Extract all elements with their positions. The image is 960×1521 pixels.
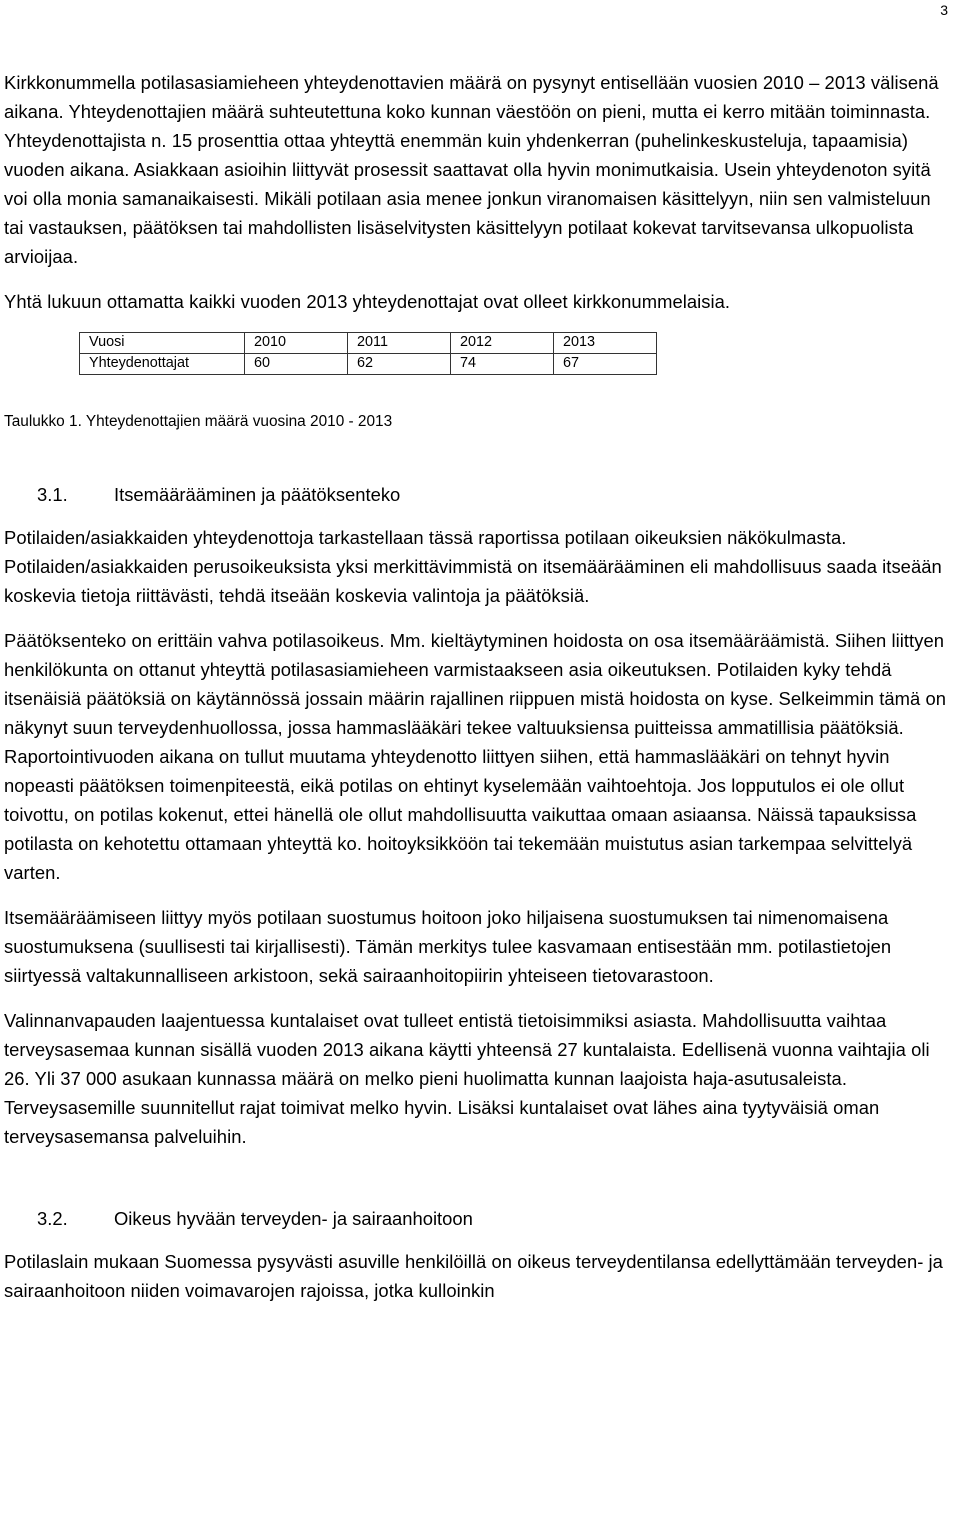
table-cell: 67 <box>554 354 657 375</box>
intro-paragraph-1: Kirkkonummella potilasasiamieheen yhteydenottavien määrä on pysynyt entisellään vuosien 2010 – 2013 välisenä aikana. Yhteydenottajien määrä suhteutettuna koko kunnan väestöön on pieni, mutta ei kerro mitään toiminnasta. Yhteydenottajista n. 15 prosenttia ottaa yhteyttä enemmän kuin yhdenkerran (puhelinkeskusteluja, tapaamisia) vuoden aikana. Asiakkaan asioihin liittyvät prosessit saattavat olla hyvin monimutkaisia. Usein yhteydenoton syitä voi olla monia samanaikaisesti. Mikäli potilaan asia menee jonkun viranomaisen käsittelyyn, niin sen valmisteluun tai vastauksen, päätöksen tai mahdollisten lisäselvitysten käsittelyyn potilaat kokevat tarvitsevansa ulkopuolista arvioijaa. <box>4 72 939 267</box>
table-cell: 62 <box>348 354 451 375</box>
table-caption: Taulukko 1. Yhteydenottajien määrä vuosina 2010 - 2013 <box>4 413 393 430</box>
table-cell: Vuosi <box>80 333 245 354</box>
table-cell: 2010 <box>245 333 348 354</box>
section-3-1-paragraph-2: Päätöksenteko on erittäin vahva potilasoikeus. Mm. kieltäytyminen hoidosta on osa itsemääräämistä. Siihen liittyen henkilökunta on ottanut yhteyttä potilasasiamieheen varmistaakseen asia oikeutuksen. Potilaiden kyky tehdä itsenäisiä päätöksiä on käytännössä jossain määrin rajallinen riippuen mistä hoidosta on kyse. Selkeimmin tämä on näkynyt suun terveydenhuollossa, jossa hammaslääkäri tekee valtuuksiensa puitteissa ammatillisia päätöksiä. Raportointivuoden aikana on tullut muutama yhteydenotto liittyen siihen, että hammaslääkäri on tehnyt hyvin nopeasti päätöksen toimenpiteestä, eikä potilas on ehtinyt kyselemään vaihtoehtoja. Jos lopputulos ei ole ollut toivottu, on potilas kokenut, ettei hänellä ole ollut mahdollisuutta vaikuttaa omaan asiaansa. Näissä tapauksissa potilasta on kehotettu ottamaan yhteyttä ko. hoitoyksikköön tai tekemään muistutus asian tarkempaa selvittelyä varten. <box>4 630 947 883</box>
section-3-1-paragraph-4: Valinnanvapauden laajentuessa kuntalaiset ovat tulleet entistä tietoisimmiksi asiasta. Mahdollisuutta vaihtaa terveysasemaa kunnan sisällä vuoden 2013 aikana käytti yhteensä 27 kuntalaista. Edellisenä vuonna vaihtajia oli 26. Yli 37 000 asukaan kunnassa määrä on melko pieni huolimatta kunnan laajoista haja-asutusaleista. Terveysasemille suunnitellut rajat toimivat melko hyvin. Lisäksi kuntalaiset ovat lähes aina tyytyväisiä oman terveysasemansa palveluihin. <box>4 1010 930 1147</box>
section-number: 3.1. <box>37 484 68 505</box>
table-cell: 2012 <box>451 333 554 354</box>
table-cell: 2011 <box>348 333 451 354</box>
section-title: Itsemäärääminen ja päätöksenteko <box>114 484 401 505</box>
intro-paragraph-2: Yhtä lukuun ottamatta kaikki vuoden 2013 yhteydenottajat ovat olleet kirkkonummelaisia. <box>4 291 731 312</box>
section-heading-3-1 <box>4 481 950 509</box>
table-cell: 2013 <box>554 333 657 354</box>
contacts-table <box>79 332 657 375</box>
section-title: Oikeus hyvään terveyden- ja sairaanhoitoon <box>114 1208 473 1229</box>
page-number: 3 <box>940 2 948 18</box>
table-cell: Yhteydenottajat <box>80 354 245 375</box>
section-heading-3-2 <box>4 1205 950 1233</box>
section-number: 3.2. <box>37 1208 68 1229</box>
table-cell: 74 <box>451 354 554 375</box>
document-body <box>4 68 950 1321</box>
section-3-1-paragraph-3: Itsemääräämiseen liittyy myös potilaan suostumus hoitoon joko hiljaisena suostumuksen tai nimenomaisena suostumuksena (suullisesti tai kirjallisesti). Tämän merkitys tulee kasvamaan entisestään mm. potilastietojen siirtyessä valtakunnalliseen arkistoon, sekä sairaanhoitopiirin yhteiseen tietovarastoon. <box>4 907 892 986</box>
table-cell: 60 <box>245 354 348 375</box>
section-3-1-paragraph-1: Potilaiden/asiakkaiden yhteydenottoja tarkastellaan tässä raportissa potilaan oikeuksien näkökulmasta. Potilaiden/asiakkaiden perusoikeuksista yksi merkittävimmistä on itsemäärääminen eli mahdollisuus saada itseään koskevia tietoja riittävästi, tehdä itseään koskevia valintoja ja päätöksiä. <box>4 527 942 606</box>
section-3-2-paragraph-1: Potilaslain mukaan Suomessa pysyvästi asuville henkilöillä on oikeus terveydentilansa edellyttämään terveyden- ja sairaanhoitoon niiden voimavarojen rajoissa, jotka kulloinkin <box>4 1251 943 1301</box>
table-row <box>80 354 657 375</box>
table-header-row <box>80 333 657 354</box>
